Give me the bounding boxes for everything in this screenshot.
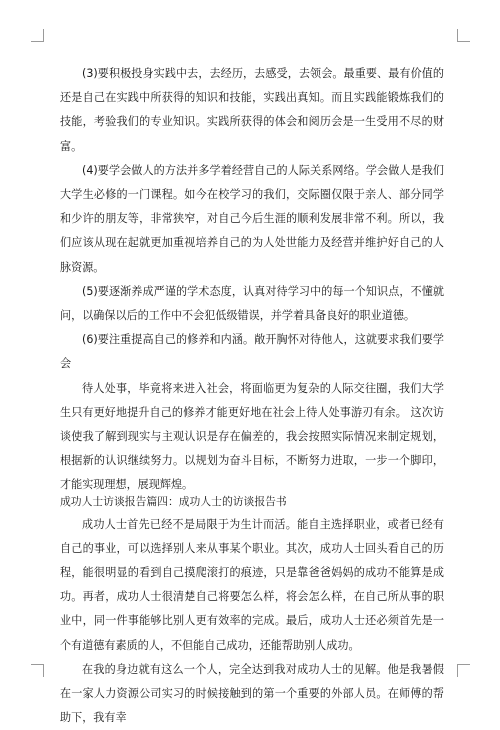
crop-mark-top-left [31, 29, 44, 42]
paragraph-item-5: (5)要逐渐养成严谨的学术态度，认真对待学习中的每一个知识点，不懂就问，以确保以后的工作中不会犯低级错误，并学着具备良好的职业道德。 [60, 284, 444, 323]
paragraph-example: 在我的身边就有这么一个人，完全达到我对成功人士的见解。他是我暑假在一家人力资源公司实习的时候接触到的第一个重要的外部人员。在师傅的帮助下，我有幸 [60, 662, 444, 725]
paragraph-item-4: (4)要学会做人的方法并多学着经营自己的人际关系网络。学会做人是我们大学生必修的一门课程。如今在校学习的我们，交际圈仅限于亲人、部分同学和少许的朋友等，非常狭窄，对自己今后生涯的顺利发展非常不利。所以，我们应该从现在起就更加重视培养自己的为人处世能力及经营并维护好自己的人脉资源。 [60, 163, 444, 274]
section-heading: 成功人士访谈报告篇四：成功人士的访谈报告书 [60, 494, 287, 508]
paragraph-item-6-continued: 待人处事，毕竟将来进入社会，将面临更为复杂的人际交往圈，我们大学生只有更好地提升自己的修养才能更好地在社会上待人处事游刃有余。 这次访谈使我了解到现实与主观认识是存在偏差的，我会按照实际情况来制定规划，根据新的认识继续努力。以规划为奋斗目标，不断努力进取，一步一个脚印，才能实现理想，展现辉煌。 [60, 381, 444, 492]
paragraph-item-3: (3)要积极投身实践中去，去经历，去感受，去领会。最重要、最有价值的还是自己在实践中所获得的知识和技能，实践出真知。而且实践能锻炼我们的技能，考验我们的专业知识。实践所获得的体会和阅历会是一生受用不尽的财富。 [60, 67, 444, 153]
crop-mark-bottom-right [457, 664, 470, 677]
paragraph-definition: 成功人士首先已经不是局限于为生计而活。能自主选择职业，或者已经有自己的事业，可以选择别人来从事某个职业。其次，成功人士回头看自己的历程，能很明显的看到自己摸爬滚打的痕迹，只是靠爸爸妈妈的成功不能算是成功。再者，成功人士很清楚自己将要怎么样，将会怎么样，在自己所从事的职业中，同一件事能够比别人更有效率的完成。最后，成功人士还必须首先是一个有道德有素质的人，不但能自己成功，还能帮助别人成功。 [60, 517, 444, 652]
crop-mark-top-right [457, 29, 470, 42]
crop-mark-bottom-left [31, 664, 44, 677]
paragraph-item-6: (6)要注重提高自己的修养和内涵。敞开胸怀对待他人，这就要求我们要学会 [60, 333, 444, 371]
document-body [60, 62, 444, 730]
